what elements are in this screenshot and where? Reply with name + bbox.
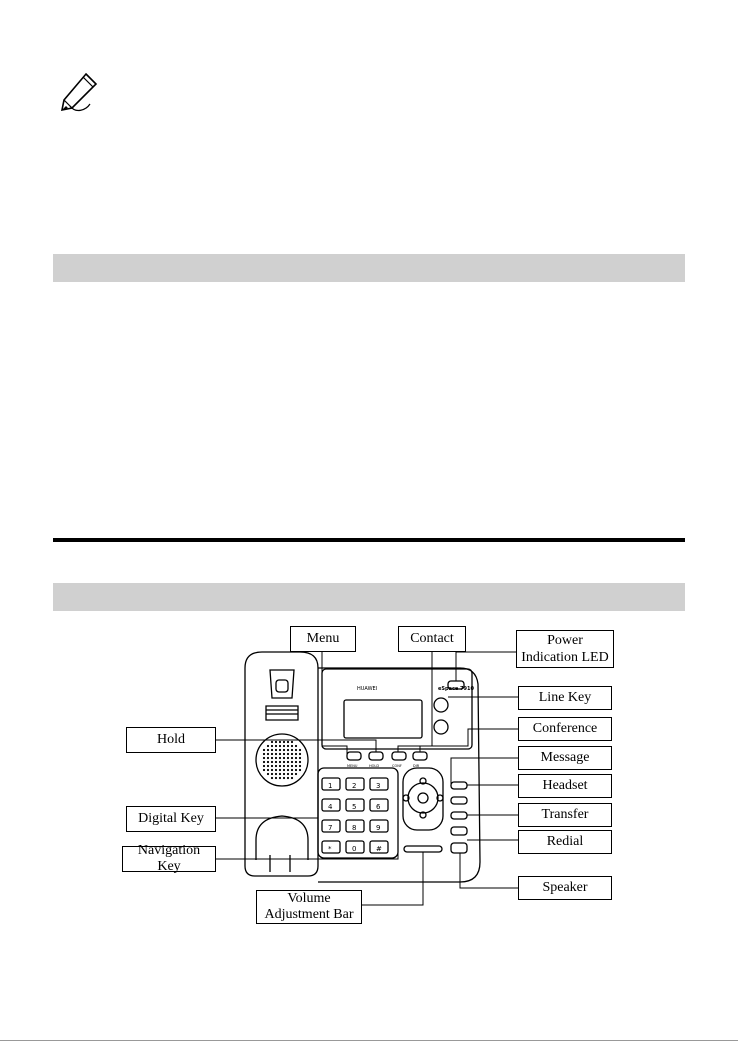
speaker-grille [256,734,308,786]
grille-dot [283,749,285,751]
grille-dot [263,765,265,767]
grille-dot [275,749,277,751]
grille-dot [287,753,289,755]
grille-dot [263,753,265,755]
label-digital-key: Digital Key [126,806,216,832]
grille-dot [291,761,293,763]
grille-dot [299,757,301,759]
grille-dot [271,765,273,767]
grille-dot [267,757,269,759]
grille-dot [295,757,297,759]
svg-text:7: 7 [328,824,333,832]
grille-dot [275,765,277,767]
grille-dot [283,745,285,747]
grille-dot [283,761,285,763]
grille-dot [295,773,297,775]
lcd-screen [344,700,422,738]
grille-dot [299,749,301,751]
svg-text:9: 9 [376,824,381,832]
grille-dot [267,769,269,771]
grille-dot [275,753,277,755]
svg-text:1: 1 [328,782,333,790]
grille-dot [299,753,301,755]
grille-dot [275,769,277,771]
grille-dot [291,749,293,751]
label-contact: Contact [398,626,466,652]
grille-dot [271,757,273,759]
grille-dot [271,741,273,743]
grille-dot [283,765,285,767]
svg-text:*: * [328,845,332,853]
label-hold: Hold [126,727,216,753]
grille-dot [291,757,293,759]
grille-dot [279,745,281,747]
grille-dot [279,753,281,755]
svg-text:0: 0 [352,845,357,853]
grille-dot [299,761,301,763]
label-headset: Headset [518,774,612,798]
grille-dot [287,765,289,767]
grille-dot [267,745,269,747]
svg-text:5: 5 [352,803,357,811]
grille-dot [287,773,289,775]
grille-dot [291,777,293,779]
svg-text:6: 6 [376,803,381,811]
grille-dot [275,761,277,763]
grille-dot [271,749,273,751]
svg-text:4: 4 [328,803,333,811]
grille-dot [279,741,281,743]
label-conference: Conference [518,717,612,741]
grille-dot [295,745,297,747]
volume-bar [404,846,442,852]
grille-dot [275,773,277,775]
grille-dot [275,741,277,743]
grille-dot [287,769,289,771]
svg-text:MENU: MENU [347,764,358,768]
grille-dot [267,765,269,767]
grille-dot [275,777,277,779]
grille-dot [271,769,273,771]
grille-dot [267,749,269,751]
grille-dot [295,761,297,763]
grille-dot [291,745,293,747]
grille-dot [295,765,297,767]
label-volume-bar: Volume Adjustment Bar [256,890,362,924]
grille-dot [283,757,285,759]
grille-dot [275,757,277,759]
grille-dot [287,761,289,763]
grille-dot [267,753,269,755]
svg-text:CONF: CONF [392,764,402,768]
grille-dot [267,773,269,775]
grille-dot [291,769,293,771]
grille-dot [291,741,293,743]
grille-dot [263,769,265,771]
grille-dot [275,745,277,747]
grille-dot [263,749,265,751]
grille-dot [287,757,289,759]
brand-text: HUAWEI [357,686,378,692]
grille-dot [271,745,273,747]
label-speaker: Speaker [518,876,612,900]
grille-dot [279,765,281,767]
grille-dot [271,753,273,755]
label-redial: Redial [518,830,612,854]
grille-dot [271,777,273,779]
grille-dot [295,769,297,771]
label-navigation-key: Navigation Key [122,846,216,872]
grille-dot [271,761,273,763]
grille-dot [279,777,281,779]
svg-text:#: # [376,845,382,853]
grille-dot [287,745,289,747]
label-power-led: Power Indication LED [516,630,614,668]
grille-dot [295,753,297,755]
grille-dot [283,773,285,775]
grille-dot [287,749,289,751]
grille-dot [279,761,281,763]
grille-dot [283,777,285,779]
grille-dot [295,749,297,751]
model-text: eSpace 7910 [438,686,474,692]
grille-dot [283,769,285,771]
page-bottom-rule [0,1040,738,1041]
grille-dot [291,773,293,775]
grille-dot [279,769,281,771]
svg-text:8: 8 [352,824,357,832]
svg-text:2: 2 [352,782,357,790]
grille-dot [287,741,289,743]
grille-dot [287,777,289,779]
label-menu: Menu [290,626,356,652]
grille-dot [291,765,293,767]
grille-dot [267,761,269,763]
grille-dot [279,749,281,751]
svg-text:3: 3 [376,782,381,790]
label-transfer: Transfer [518,803,612,827]
grille-dot [271,773,273,775]
grille-dot [279,757,281,759]
grille-dot [263,757,265,759]
grille-dot [299,769,301,771]
svg-text:HOLD: HOLD [369,764,380,768]
grille-dot [291,753,293,755]
label-message: Message [518,746,612,770]
svg-text:DIR: DIR [413,764,420,768]
grille-dot [283,741,285,743]
grille-dot [283,753,285,755]
grille-dot [263,761,265,763]
grille-dot [299,765,301,767]
grille-dot [279,773,281,775]
label-line-key: Line Key [518,686,612,710]
